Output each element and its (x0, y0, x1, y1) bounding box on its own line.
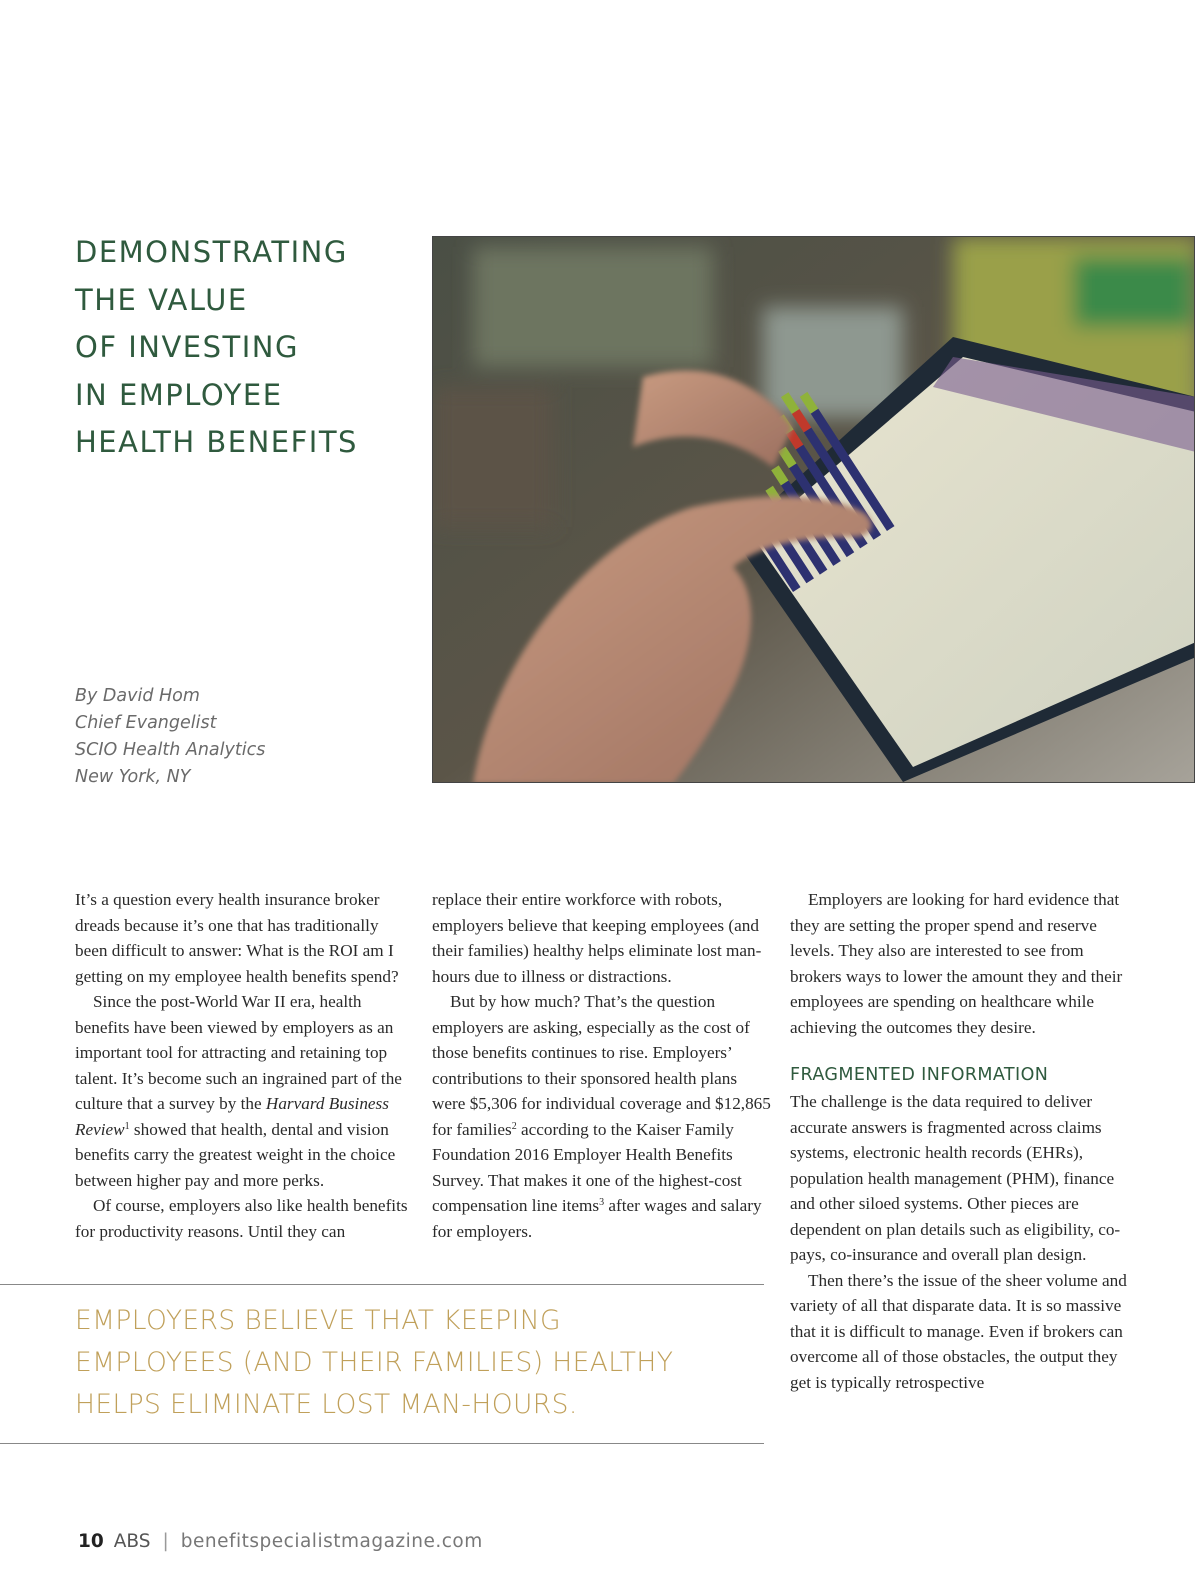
author-name: By David Hom (75, 686, 200, 706)
paragraph: Of course, employers also like health benefits for productivity reasons. Until they can (75, 1196, 408, 1241)
paragraph: The challenge is the data required to deliver accurate answers is fragmented across claims systems, electronic health records (EHRs), population health management (PHM), finance and other siloed systems. Other pieces are dependent on plan details such as eligibility, co-pays, co-insurance and overall plan design. (790, 1092, 1121, 1264)
paragraph: Then there’s the issue of the sheer volume and variety of all that disparate data. It is so massive that it is difficult to manage. Even if brokers can overcome all of those obstacles, the output they get is typically retrospective (790, 1270, 1127, 1392)
author-company: SCIO Health Analytics (75, 740, 266, 760)
author-location: New York, NY (75, 767, 191, 787)
byline (75, 683, 265, 791)
publication-name: ABS (113, 1531, 151, 1552)
text-run: after wages and salary for employers. (432, 1196, 762, 1241)
footer-separator: | (162, 1531, 169, 1552)
tablet-photo-illustration (433, 237, 1195, 783)
paragraph: replace their entire workforce with robots, employers believe that keeping employees (and their families) healthy helps eliminate lost man-hours due to illness or distractions. (432, 890, 762, 986)
pull-quote (75, 1300, 755, 1426)
paragraph: Employers are looking for hard evidence that they are setting the proper spend and reserve levels. They also are interested to see from brokers ways to lower the amount they and their employees are spending on healthcare while achieving the outcomes they desire. (790, 890, 1123, 1037)
author-title: Chief Evangelist (75, 713, 217, 733)
paragraph (432, 989, 772, 1244)
headline-line: OF INVESTING (75, 330, 299, 364)
footnote-ref: 3 (599, 1197, 605, 1208)
article-column-1 (75, 887, 415, 1244)
headline-line: THE VALUE (75, 282, 248, 317)
page-footer (78, 1531, 483, 1552)
pull-quote-line: EMPLOYEES (AND THEIR FAMILIES) HEALTHY (75, 1347, 674, 1378)
article-column-3 (790, 887, 1130, 1395)
paragraph: It’s a question every health insurance broker dreads because it’s one that has traditionally been difficult to answer: What is the ROI am I getting on my employee health benefits spend? (75, 890, 399, 986)
headline-line: DEMONSTRATING (75, 235, 348, 269)
headline-line: HEALTH BENEFITS (75, 425, 358, 459)
text-run: But by how much? That’s the question employers are asking, especially as the cost of those benefits continues to rise. Employers’ contributions to their sponsored health plans were $5,306 for individual coverage and $12,865 for families (432, 992, 771, 1139)
footnote-ref: 2 (511, 1120, 517, 1132)
text-run: according to the Kaiser Family Foundation 2016 Employer Health Benefits Survey. That makes it one of the highest-cost compensation line items (432, 1119, 742, 1215)
website-link[interactable]: benefitspecialistmagazine.com (180, 1531, 483, 1552)
headline-line: IN EMPLOYEE (75, 377, 283, 412)
pull-quote-line: HELPS ELIMINATE LOST MAN-HOURS. (75, 1389, 578, 1420)
footnote-ref: 1 (124, 1120, 130, 1132)
article-headline (75, 229, 415, 467)
pullquote-top-rule (0, 1284, 764, 1285)
article-column-2 (432, 887, 772, 1244)
paragraph (75, 989, 415, 1193)
pullquote-bottom-rule (0, 1443, 764, 1444)
text-run: Since the post-World War II era, health benefits have been viewed by employers as an important tool for attracting and retaining top talent. It’s become such an ingrained part of the culture that a survey by the (75, 992, 402, 1113)
text-run: showed that health, dental and vision benefits carry the greatest weight in the choice between higher pay and more perks. (75, 1119, 396, 1190)
publication-title: Harvard Business Review (75, 1094, 389, 1139)
section-subhead: FRAGMENTED INFORMATION (790, 1065, 1049, 1085)
pull-quote-line: EMPLOYERS BELIEVE THAT KEEPING (75, 1305, 561, 1336)
page-number: 10 (78, 1531, 104, 1552)
article-photo (432, 236, 1195, 783)
